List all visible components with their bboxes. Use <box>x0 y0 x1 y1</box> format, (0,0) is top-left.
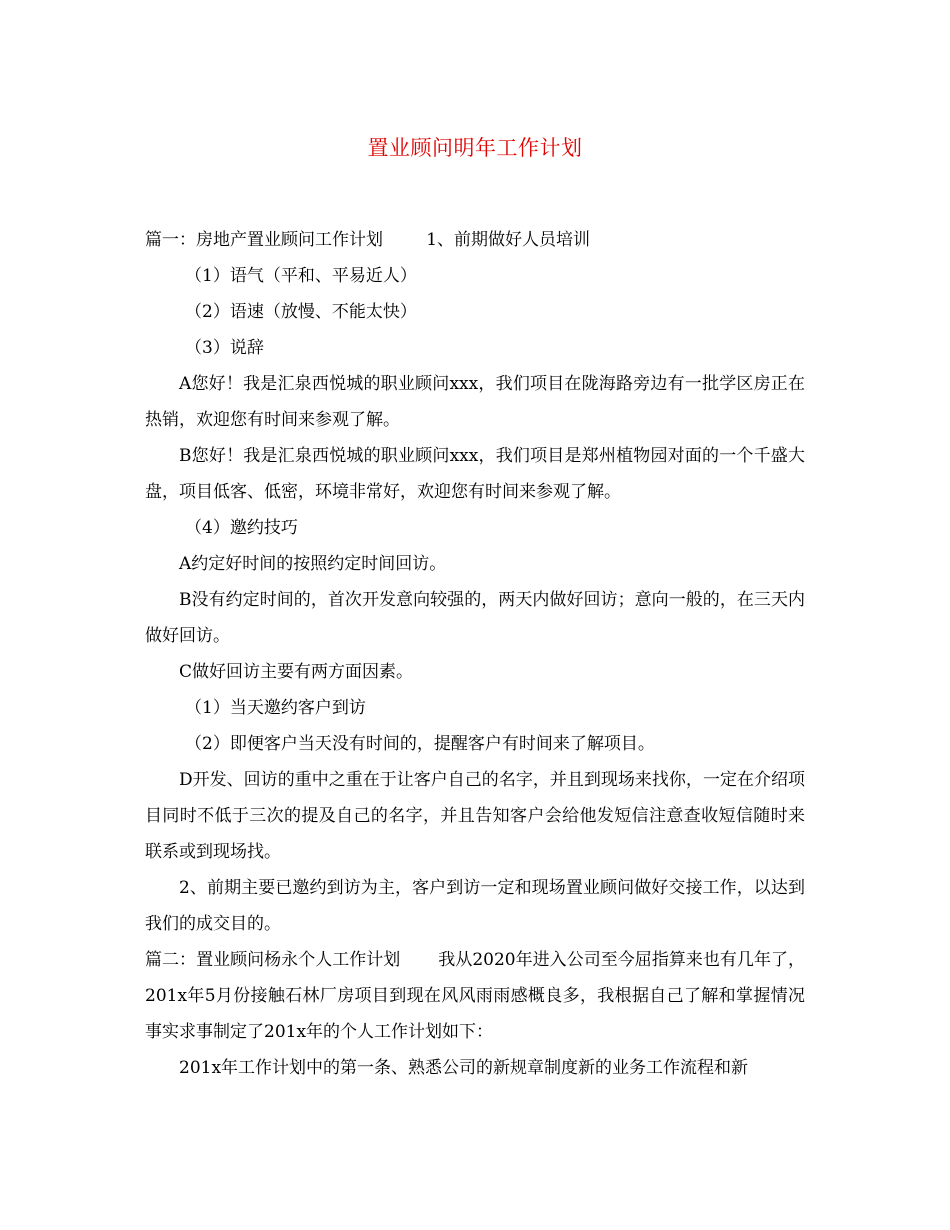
paragraph-invitation-b: B没有约定时间的，首次开发意向较强的，两天内做好回访；意向一般的，在三天内做好回访。 <box>145 590 805 646</box>
document-body <box>145 222 805 1086</box>
paragraph-part1-heading: 篇一：房地产置业顾问工作计划 1、前期做好人员培训 <box>145 230 591 250</box>
paragraph-speed: （2）语速（放慢、不能太快） <box>185 302 417 322</box>
paragraph-plan-item-1: 201x年工作计划中的第一条、熟悉公司的新规章制度新的业务工作流程和新 <box>179 1058 749 1078</box>
paragraph-invitation-a: A约定好时间的按照约定时间回访。 <box>179 554 447 574</box>
document-title: 置业顾问明年工作计划 <box>367 136 583 160</box>
paragraph-visit-same-day: （1）当天邀约客户到访 <box>185 698 366 718</box>
paragraph-point-2: 2、前期主要已邀约到访为主，客户到访一定和现场置业顾问做好交接工作，以达到我们的成交目的。 <box>145 878 805 934</box>
paragraph-tone: （1）语气（平和、平易近人） <box>185 266 417 286</box>
paragraph-invitation-c: C做好回访主要有两方面因素。 <box>179 662 414 682</box>
paragraph-part2-heading: 篇二：置业顾问杨永个人工作计划 我从2020年进入公司至今屈指算来也有几年了，201x年5月份接触石林厂房项目到现在风风雨雨感概良多，我根据自己了解和掌握情况事实求事制定了201x年的个人工作计划如下： <box>145 950 805 1042</box>
paragraph-invitation-d: D开发、回访的重中之重在于让客户自己的名字，并且到现场来找你，一定在介绍项目同时不低于三次的提及自己的名字，并且告知客户会给他发短信注意查收短信随时来联系或到现场找。 <box>145 770 805 862</box>
paragraph-visit-reminder: （2）即便客户当天没有时间的，提醒客户有时间来了解项目。 <box>185 734 655 754</box>
paragraph-script-b: B您好！我是汇泉西悦城的职业顾问xxx，我们项目是郑州植物园对面的一个千盛大盘，项目低客、低密，环境非常好，欢迎您有时间来参观了解。 <box>145 446 805 502</box>
paragraph-invitation-skills: （4）邀约技巧 <box>185 518 298 538</box>
paragraph-script-a: A您好！我是汇泉西悦城的职业顾问xxx，我们项目在陇海路旁边有一批学区房正在热销，欢迎您有时间来参观了解。 <box>145 374 805 430</box>
paragraph-script: （3）说辞 <box>185 338 264 358</box>
